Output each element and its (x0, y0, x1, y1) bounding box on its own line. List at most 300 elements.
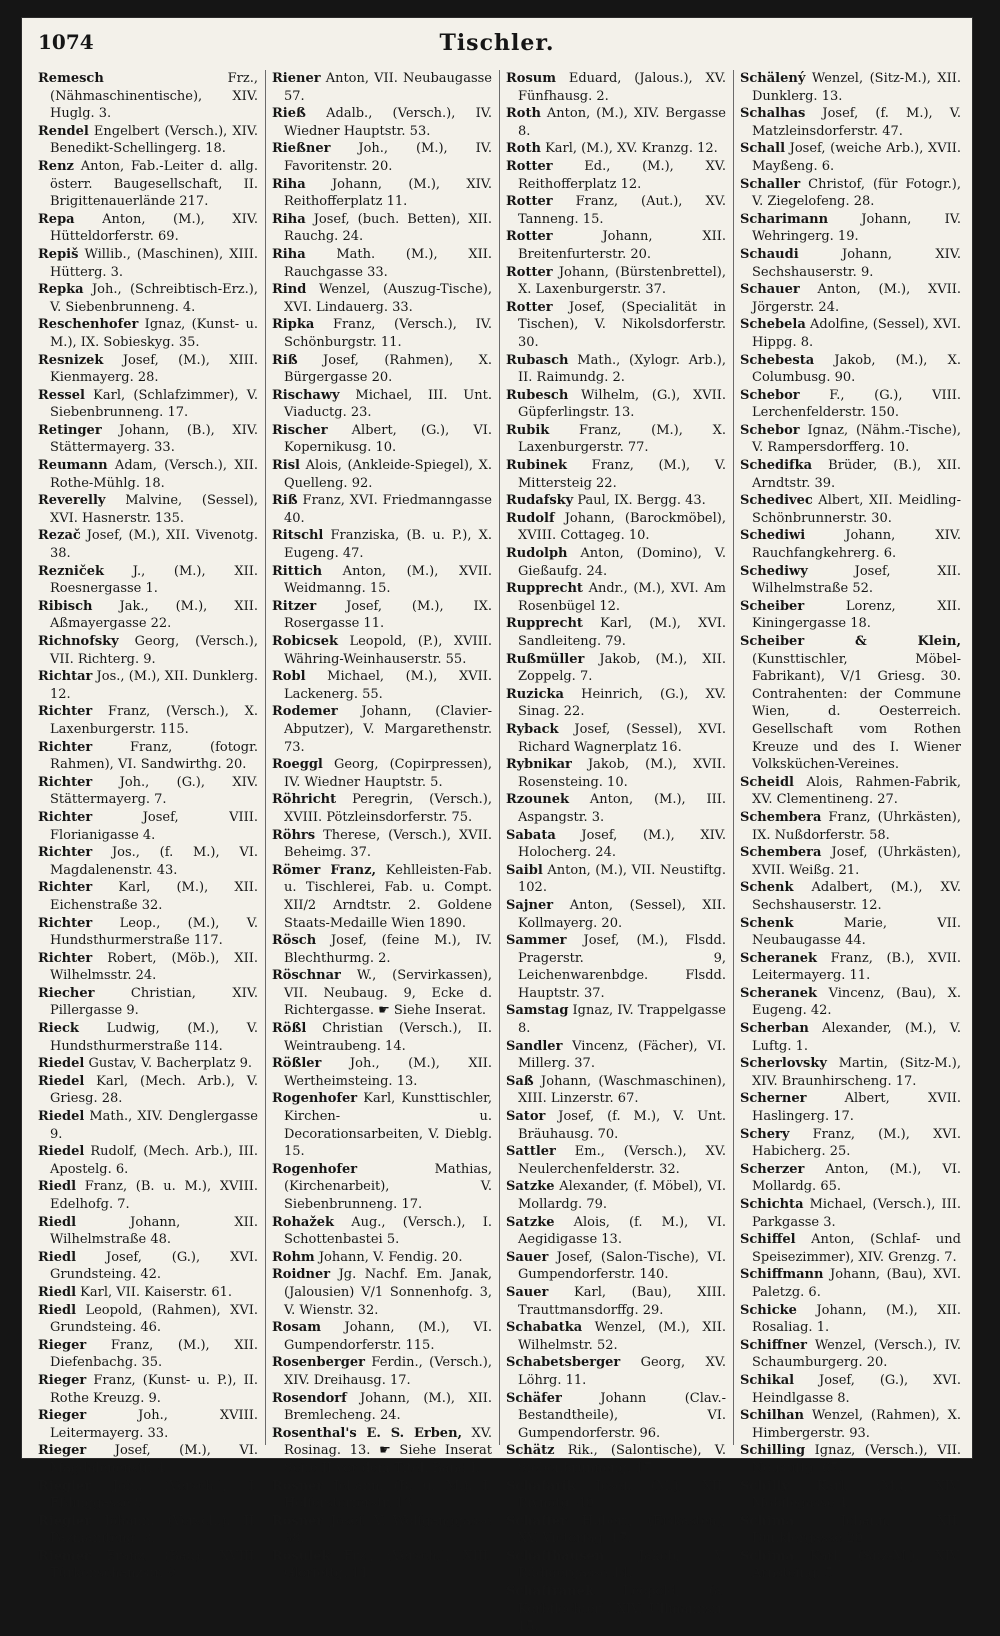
directory-entry (272, 932, 492, 967)
entry-details: Karl, (Sitz-M.), XIV. Arnsteing. 5. (752, 1548, 961, 1582)
entry-details: Peregrin, (Versch.), XVIII. Pötzleinsdorferstr. 75. (284, 792, 492, 825)
directory-entry (506, 264, 726, 299)
directory-entry (506, 299, 726, 352)
directory-entry (740, 1372, 961, 1407)
entry-details: Eduard, (Jalous.), XV. Fünfhausg. 2. (518, 71, 726, 104)
entry-details: Georg, XV. Löhrg. 11. (518, 1355, 726, 1388)
entry-details: Ignaz, IV. Trappelgasse 8. (518, 1003, 726, 1037)
entry-name: Rieger (38, 1372, 87, 1388)
entry-name: Schauer (740, 282, 800, 298)
entry-name: Scheranek (740, 950, 818, 966)
entry-name: Röhricht (272, 792, 337, 808)
directory-entry (38, 1214, 258, 1249)
entry-name: Satzke (506, 1179, 555, 1195)
directory-entry (506, 422, 726, 457)
directory-entry (506, 70, 726, 105)
entry-details: Leopold, (P.), XVIII. Währing-Weinhauserstr. 55. (284, 634, 492, 667)
entry-name: Rubinek (506, 458, 568, 474)
entry-details: Adalbert, (M.), XV. Sechshauserstr. 12. (752, 880, 961, 913)
directory-entry (740, 527, 961, 562)
directory-entry (506, 1390, 726, 1443)
entry-details: Josef, (G.), XVI. Heindlgasse 8. (752, 1372, 961, 1406)
directory-entry (272, 316, 492, 351)
directory-entry (740, 1337, 961, 1372)
directory-entry (38, 915, 258, 950)
directory-entry (272, 791, 492, 826)
entry-name: Schalhas (740, 106, 806, 122)
directory-entry (38, 563, 258, 598)
entry-details: Franz, (Aut.), XV. Tanneng. 15. (518, 194, 726, 227)
directory-entry (740, 1161, 961, 1196)
entry-details: W., (Servirkassen), VII. Neubaug. 9, Ecke d. Richtergasse. ☛ Siehe Inserat. (284, 968, 492, 1019)
entry-name: Resnizek (38, 352, 104, 368)
entry-name: Remesch (38, 71, 104, 86)
directory-entry (740, 140, 961, 175)
directory-entry (740, 633, 961, 774)
entry-details: Anton, (M.), XVII. Weidmanng. 15. (284, 563, 492, 597)
entry-name: Renz (38, 158, 74, 174)
entry-name: Rotter (506, 194, 553, 210)
entry-details: Jakob, (M.), XII. Zoppelg. 7. (518, 651, 726, 685)
entry-details: Jakob, (M.), X. Columbusg. 90. (752, 352, 961, 386)
directory-entry (272, 1548, 492, 1583)
entry-details: Josef, (M.), VI. Magdalenenstr. 4. (50, 1443, 258, 1476)
entry-name: Rzounek (506, 792, 570, 808)
directory-entry (740, 915, 961, 950)
directory-entry (38, 1020, 258, 1055)
directory-entry (272, 967, 492, 1020)
entry-details: Johann, XII. Wilhelmstraße 48. (50, 1214, 258, 1248)
entry-name: Riener (272, 71, 321, 86)
entry-details: Albert, (G.), VI. Kopernikusg. 10. (284, 422, 492, 456)
directory-entry (38, 158, 258, 211)
entry-name: Repiš (38, 246, 79, 262)
entry-details: Leopold, (Rahmen), XVI. Grundsteing. 46. (50, 1302, 258, 1336)
entry-details: Gustav, V. Bacherplatz 9. (84, 1056, 252, 1072)
entry-details: Aug., (Versch.), I. Schottenbastei 5. (284, 1214, 492, 1248)
entry-details: Adam, (Versch.), XII. Rothe-Mühlg. 18. (50, 458, 258, 491)
directory-entry (740, 1302, 961, 1337)
directory-entry (740, 387, 961, 422)
entry-details: Michael, (Versch.), III. Parkgasse 3. (752, 1197, 961, 1230)
entry-details: Johann, IV. Wehringerg. 19. (752, 211, 961, 245)
directory-entry (38, 1178, 258, 1213)
entry-details: Robert, (Möb.), XII. Wilhelmsstr. 24. (50, 950, 258, 984)
entry-name: Rotter (506, 229, 553, 245)
entry-name: Rohm (272, 1249, 315, 1265)
directory-entry (272, 211, 492, 246)
entry-details: Jg. Nachf. Em. Janak, (Jalousien) V/1 Sonnenhofg. 3, V. Wienstr. 32. (284, 1267, 492, 1318)
entry-name: Rogenhofer (272, 1161, 358, 1177)
entry-details: Karl, (M.), XVI. Sandleiteng. 79. (518, 616, 726, 649)
entry-details: Franz, (M.), XII. Diefenbachg. 35. (50, 1337, 258, 1371)
directory-entry (506, 105, 726, 140)
directory-entry (740, 316, 961, 351)
entry-details: Johann, (B.), XIV. Stättermayerg. 33. (50, 422, 258, 456)
directory-entry (38, 809, 258, 844)
entry-name: Rittich (272, 563, 323, 579)
entry-name: Roth (506, 141, 541, 157)
entry-name: Schenk (740, 880, 794, 896)
entry-details: Therese, (Versch.), XVII. Beheimg. 37. (284, 827, 492, 861)
directory-entry (272, 756, 492, 791)
entry-name: Samstag (506, 1003, 569, 1019)
entry-details: Anton, (Domino), V. Gießaufg. 24. (518, 546, 726, 579)
directory-entry (38, 457, 258, 492)
entry-details: Karl, (M.), XII. Eichenstraße 32. (50, 880, 258, 913)
directory-entry (38, 1108, 258, 1143)
entry-details: Karl, VII. Kaiserstr. 61. (76, 1284, 233, 1300)
entry-details: Joh., (Schreibtisch-Erz.), V. Siebenbrunneng. 4. (50, 282, 258, 315)
entry-details: Frz., (Nähmaschinentische), XIV. Huglg. 3. (50, 71, 258, 122)
directory-entry (740, 844, 961, 879)
entry-details: Josef, (M.), XII. Rivnotg. 40. (518, 1478, 726, 1512)
entry-details: Martin, (Sitz-M.), XIV. Braunhirscheng. 17. (752, 1056, 961, 1089)
entry-name: Schabetsberger (506, 1355, 621, 1371)
directory-entry (506, 140, 726, 158)
entry-details: Albert, XVII. Haslingerg. 17. (752, 1091, 961, 1125)
entry-details: Malvine, (Sessel), XVI. Hasnerstr. 135. (50, 493, 258, 526)
entry-details: Franz, (B. u. M.), XVIII. Edelhofg. 7. (50, 1179, 258, 1212)
entry-details: Josef, (M.), XIV. Holocherg. 24. (518, 827, 726, 861)
directory-entry (506, 1038, 726, 1073)
entry-name: Schiffmann (740, 1267, 824, 1283)
entry-name: Retinger (38, 422, 102, 438)
directory-entry (506, 580, 726, 615)
entry-details: Wenzel, (Rahmen), X. Himbergerstr. 93. (752, 1408, 961, 1441)
entry-details: Karl, Kunsttischler, Kirchen- u. Decorationsarbeiten, V. Dieblg. 15. (284, 1091, 492, 1160)
entry-name: Schembera (740, 845, 822, 861)
directory-entry (506, 1214, 726, 1249)
entry-name: Roidner (272, 1267, 331, 1283)
entry-name: Richter (38, 739, 93, 755)
directory-entry (38, 1407, 258, 1442)
entry-name: Saibl (506, 862, 543, 878)
column-4 (734, 70, 968, 1582)
entry-name: Sabata (506, 827, 556, 843)
entry-details: Alois, Rahmen-Fabrik, XV. Clementineng. 27. (752, 774, 961, 808)
entry-name: Rupprecht (506, 616, 583, 632)
entry-details: Joh., (M.), XII. Wertheimsteing. 13. (284, 1056, 492, 1089)
entry-details: Anton, (M.), XIV. Bergasse 8. (518, 106, 726, 139)
entry-name: Rieger (38, 1443, 87, 1459)
entry-name: Scherner (740, 1091, 807, 1107)
directory-entry (506, 387, 726, 422)
entry-name: Schikal (740, 1372, 795, 1388)
entry-name: Schicke (740, 1302, 797, 1318)
entry-details: Johann, (Bau), XVI. Paletzg. 6. (752, 1267, 961, 1300)
entry-name: Riecher (38, 985, 95, 1001)
entry-name: Rodemer (272, 704, 338, 720)
entry-details: Josef, (f. M.), V. Unt. Bräuhausg. 70. (518, 1109, 726, 1142)
directory-entry (506, 756, 726, 791)
directory-entry (740, 950, 961, 985)
entry-name: Schery (740, 1126, 790, 1142)
directory-entry (506, 1442, 726, 1477)
directory-entry (38, 1055, 258, 1073)
directory-entry (740, 774, 961, 809)
entry-details: Frz., (Versch.), XIII. Gloriettg. 11. (284, 1548, 492, 1582)
entry-details: Engelbert (Versch.), XIV. Benedikt-Schellingerg. 18. (50, 123, 258, 157)
directory-entry (506, 352, 726, 387)
entry-details: Josef, XII. Wilhelmstraße 52. (752, 563, 961, 597)
directory-entry (272, 1020, 492, 1055)
column-3 (500, 70, 734, 1635)
entry-details: Joh., (G.), XIV. Stättermayerg. 7. (50, 774, 258, 808)
entry-details: Jak., (M.), XII. Aßmayergasse 22. (50, 598, 258, 632)
entry-name: Riha (272, 211, 306, 227)
directory-entry (740, 1196, 961, 1231)
entry-name: Rotter (506, 264, 553, 280)
entry-name: Scheranek (740, 985, 818, 1001)
entry-name: Rieger (38, 1408, 87, 1424)
entry-name: Richter (38, 845, 93, 861)
entry-details: Josef, (f. M.), V. Matzleinsdorferstr. 47. (752, 106, 961, 139)
entry-name: Rubik (506, 422, 550, 438)
entry-name: Rischer (272, 422, 328, 438)
entry-details: Franziska, (B. u. P.), X. Eugeng. 47. (284, 528, 492, 562)
entry-details: Karl, (Bau), XIII. Trauttmansdorffg. 29. (518, 1284, 726, 1318)
entry-name: Rosam (272, 1320, 321, 1336)
entry-name: Schiffner (740, 1337, 807, 1353)
directory-entry (506, 1548, 726, 1583)
entry-name: Rosum (506, 71, 557, 86)
entry-details: Josef, (G.), XVI. Grundsteing. 42. (50, 1249, 258, 1283)
entry-name: Sauer (506, 1284, 549, 1300)
entry-name: Scheidl (740, 774, 794, 790)
directory-entry (740, 176, 961, 211)
entry-name: Riemer (38, 1548, 91, 1564)
entry-name: Rezniček (38, 563, 105, 579)
entry-details: Math., XIV. Denglergasse 9. (50, 1109, 258, 1142)
entry-name: Riha (272, 176, 306, 192)
entry-details: Josef, (M.), XIII. Kienmayerg. 28. (50, 352, 258, 386)
directory-entry (506, 686, 726, 721)
entry-details: Anton, Fab.-Leiter d. allg. österr. Baugesellschaft, II. Brigittenauerlände 217. (50, 158, 258, 210)
entry-details: F., (G.), VIII. Lerchenfelderstr. 150. (752, 387, 961, 421)
directory-entry (506, 615, 726, 650)
entry-details: Josef, VIII. Florianigasse 4. (50, 809, 258, 843)
entry-name: Rohažek (272, 1214, 335, 1230)
entry-name: Ripka (272, 317, 315, 333)
directory-entry (506, 1354, 726, 1389)
directory-entry (740, 598, 961, 633)
entry-details: Anton, (Schlaf- und Speisezimmer), XIV. Grenzg. 7. (752, 1232, 961, 1265)
entry-details: Josef, (M.), Flsdd. Pragerstr. 9, Leichenwarenbdge. Flsdd. Hauptstr. 37. (518, 933, 726, 1001)
entry-details: Josef, (weiche Arb.), XVII. Mayßeng. 6. (752, 141, 961, 174)
entry-details: Johann, (Bürstenbrettel), X. Laxenburgerstr. 37. (518, 264, 726, 298)
entry-name: Ritzer (272, 598, 317, 614)
directory-entry (740, 1266, 961, 1301)
entry-details: Franz, (B.), XVII. Leitermayerg. 11. (752, 950, 961, 984)
directory-entry (38, 70, 258, 123)
entry-details: Christian, XIV. Pillergasse 9. (50, 985, 258, 1019)
entry-details: Josef, (M.), XII. Vivenotg. 38. (50, 528, 258, 562)
entry-name: Schaffer (506, 1513, 567, 1529)
directory-entry (740, 352, 961, 387)
directory-entry (506, 1284, 726, 1319)
entry-name: Sandler (506, 1038, 563, 1054)
entry-name: Reverelly (38, 493, 106, 509)
directory-entry (506, 1073, 726, 1108)
directory-entry (506, 1108, 726, 1143)
entry-details: Alois, (f. M.), VI. Aegidigasse 13. (518, 1214, 726, 1248)
entry-details: Alexander, (f. Möbel), VI. Mollardg. 79. (518, 1179, 726, 1212)
directory-entry (506, 1002, 726, 1037)
entry-name: Richtar (38, 669, 93, 685)
entry-details: Heinrich, (G.), XV. Sinag. 22. (518, 686, 726, 720)
entry-details: Albert, XII. Meidling-Schönbrunnerstr. 30. (752, 493, 961, 526)
entry-name: Reumann (38, 458, 108, 474)
directory-entry (38, 492, 258, 527)
entry-name: Schediwi (740, 528, 806, 544)
directory-entry (38, 246, 258, 281)
entry-name: Schima (740, 1513, 794, 1529)
directory-entry (38, 1442, 258, 1477)
entry-details: Georg, (Copirpressen), IV. Wiedner Hauptstr. 5. (284, 757, 492, 790)
directory-entry (740, 1442, 961, 1477)
directory-entry (272, 1249, 492, 1267)
entry-name: Scherzer (740, 1161, 805, 1177)
directory-entry (38, 703, 258, 738)
entry-name: Rezač (38, 528, 81, 544)
entry-details: Josef, (M.), IX. Rosergasse 11. (284, 598, 492, 632)
entry-details: Franz, (M.), V. Mittersteig 22. (518, 458, 726, 491)
entry-name: Richter (38, 809, 93, 825)
directory-entry (38, 879, 258, 914)
entry-name: Sammer (506, 933, 567, 949)
entry-details: Math. (M.), XII. Rauchgasse 33. (284, 246, 492, 280)
directory-entry (38, 844, 258, 879)
directory-entry (38, 1302, 258, 1337)
entry-name: Rotter (506, 158, 553, 174)
directory-entry (740, 1090, 961, 1125)
entry-details: Josef, V. Wolfganggasse 38. (284, 1513, 492, 1547)
entry-name: Rosner (272, 1513, 324, 1529)
directory-entry (740, 879, 961, 914)
entry-details: Kehlleisten-Fab. u. Tischlerei, Fab. u. Compt. XII/2 Arndtstr. 2. Goldene Staats-Medaille Wien 1890. (284, 862, 492, 931)
directory-entry (38, 633, 258, 668)
page-title: Tischler. (439, 30, 555, 56)
column-1 (32, 70, 266, 1582)
entry-details: Michael, (M.), XVII. Lackenerg. 55. (284, 669, 492, 702)
entry-details: Johann (Clav.-Bestandtheile), VI. Gumpendorferstr. 96. (518, 1390, 726, 1441)
entry-name: Schälený (740, 71, 806, 86)
entry-details: Ignaz, (Kunst- u. M.), IX. Sobieskyg. 35. (50, 317, 258, 350)
entry-name: Rießner (272, 141, 331, 157)
entry-details: Joh., (Versch.), I. Eßlinggasse 8. (50, 1478, 258, 1512)
entry-name: Rischawy (272, 387, 340, 403)
directory-entry (272, 703, 492, 756)
entry-details: Joh., (M.), IV. Favoritenstr. 20. (284, 141, 492, 174)
directory-entry (272, 1319, 492, 1354)
entry-name: Schilhan (740, 1408, 804, 1424)
directory-entry (38, 527, 258, 562)
directory-entry (272, 492, 492, 527)
entry-details: Johann, (M.), XIV. Reithofferplatz 11. (284, 176, 492, 210)
directory-entry (506, 1513, 726, 1548)
columns-container (32, 70, 968, 1635)
entry-details: Johann, (M.), XII. Rosaliag. 1. (752, 1302, 961, 1336)
entry-name: Riedel (38, 1109, 85, 1125)
entry-name: Rind (272, 282, 307, 298)
entry-details: Franz, (Uhrkästen), IX. Nußdorferstr. 58. (752, 809, 961, 843)
entry-details: Franz, (Bau), XVIII. Türkenschanzstr. 9. (50, 1548, 258, 1582)
directory-entry (740, 457, 961, 492)
directory-entry (506, 1478, 726, 1513)
entry-details: Andr., (M.), XVI. Am Rosenbügel 12. (518, 581, 726, 614)
entry-name: Riegler (38, 1478, 92, 1494)
entry-name: Rosner (272, 1478, 324, 1494)
entry-details: Jos., (M.), XII. Dunklerg. 12. (50, 669, 258, 702)
entry-name: Schebor (740, 387, 800, 403)
entry-details: Franz, (M.), X. Laxenburgerstr. 77. (518, 422, 726, 456)
directory-entry (506, 193, 726, 228)
directory-entry (272, 422, 492, 457)
directory-entry (740, 211, 961, 246)
entry-details: Karl, (Mech. Arb.), V. Griesg. 28. (50, 1073, 258, 1107)
directory-entry (272, 563, 492, 598)
directory-entry (506, 1249, 726, 1284)
entry-details: Josef, (Sessel), XVI. Richard Wagnerplatz 16. (518, 721, 726, 755)
entry-name: Richter (38, 950, 93, 966)
directory-entry (38, 739, 258, 774)
entry-details: Wenzel, (M.), XII. Wilhelmstr. 52. (518, 1320, 726, 1353)
directory-entry (272, 281, 492, 316)
entry-details: Hubert, (Eiskasten), XV. Victoriag. 17. (518, 1513, 726, 1547)
entry-details: Johann, (M.), VI. Gumpendorferstr. 115. (284, 1320, 492, 1353)
directory-entry (272, 1425, 492, 1478)
directory-entry (272, 246, 492, 281)
entry-name: Repka (38, 282, 84, 298)
entry-details: Josef, (Specialität in Tischen), V. Nikolsdorferstr. 30. (518, 299, 726, 350)
directory-entry (38, 1513, 258, 1548)
entry-details: Johann, (M.), XII. Bremlecheng. 24. (284, 1390, 492, 1424)
entry-name: Roeggl (272, 757, 323, 773)
directory-entry (506, 228, 726, 263)
entry-details: XV. Rosinag. 13. ☛ Siehe Inserat Seite II vor dem Titel, Band I. (284, 1425, 492, 1476)
entry-details: Franz, (fotogr. Rahmen), VI. Sandwirthg. 20. (50, 739, 258, 773)
entry-details: Wenzel, (Auszug-Tische), XVI. Lindauerg. 33. (284, 282, 492, 315)
directory-entry (740, 281, 961, 316)
entry-name: Riedl (38, 1214, 77, 1230)
page-header (22, 30, 972, 66)
entry-details: Paul, IX. Bergg. 43. (573, 493, 706, 509)
page-number: 1074 (38, 30, 94, 54)
entry-details: Leop., (M.), V. Hundsthurmerstraße 117. (50, 915, 258, 949)
entry-details: Franz, (Versch.), IV. Schönburgstr. 11. (284, 317, 492, 350)
entry-details: Joh., XVIII. Leitermayerg. 33. (50, 1408, 258, 1441)
entry-name: Schaffhausen (506, 1548, 605, 1564)
directory-entry (506, 897, 726, 932)
directory-entry (506, 932, 726, 1002)
directory-entry (272, 105, 492, 140)
directory-entry (38, 668, 258, 703)
entry-name: Schediwy (740, 563, 808, 579)
entry-name: Scherlovsky (740, 1056, 827, 1072)
directory-entry (38, 985, 258, 1020)
entry-details: Marie, VII. Neubaugasse 44. (752, 915, 961, 949)
entry-name: Rogenhofer (272, 1091, 358, 1107)
directory-entry (272, 1055, 492, 1090)
directory-entry (272, 527, 492, 562)
directory-entry (506, 791, 726, 826)
directory-entry (740, 1126, 961, 1161)
entry-name: Sauer (506, 1249, 549, 1265)
directory-entry (38, 316, 258, 351)
directory-entry (272, 387, 492, 422)
entry-name: Schaffranek (506, 1584, 594, 1600)
